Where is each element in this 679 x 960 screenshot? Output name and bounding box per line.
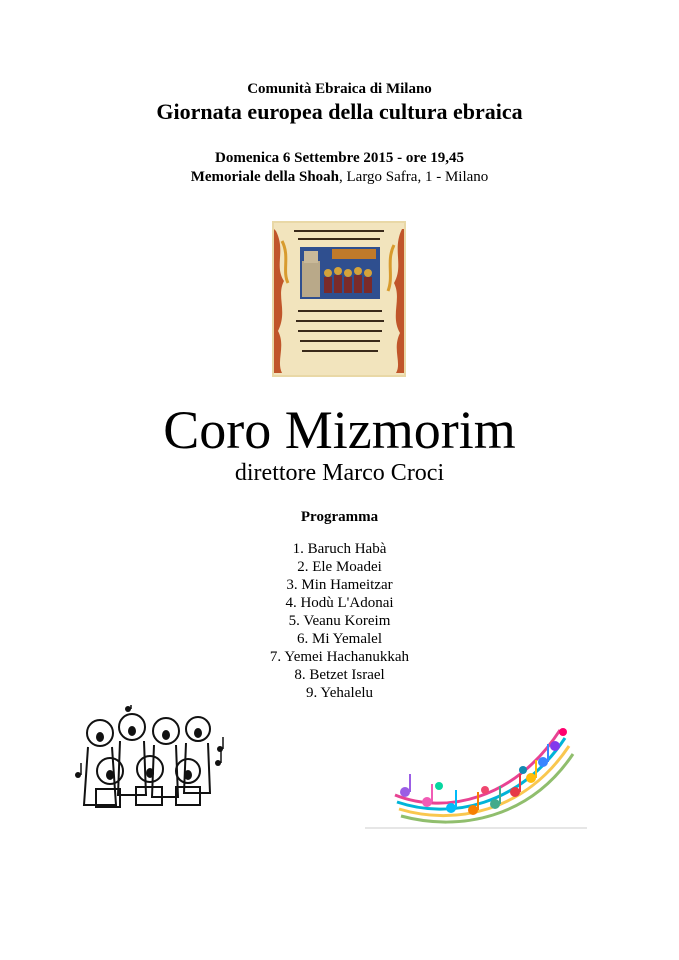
event-title: Giornata europea della cultura ebraica: [156, 99, 523, 124]
program-item: 2. Ele Moadei: [297, 559, 382, 575]
venue-name: Memoriale della Shoah: [190, 169, 340, 185]
organization-name: Comunità Ebraica di Milano: [247, 81, 432, 97]
program-list: [0, 540, 679, 702]
program-item: 6. Mi Yemalel: [296, 631, 382, 647]
choir-name: Coro Mizmorim: [163, 400, 516, 460]
program-item: 9. Yehalelu: [305, 685, 374, 701]
program-item: 3. Min Hameitzar: [286, 577, 393, 593]
program-heading: Programma: [300, 509, 379, 525]
program-item: 8. Betzet Israel: [294, 667, 385, 683]
colorful-music-notes-icon: [365, 720, 587, 830]
event-date-time: Domenica 6 Settembre 2015 - ore 19,45: [215, 150, 464, 166]
program-item: 7. Yemei Hachanukkah: [269, 649, 410, 665]
choir-singers-icon: [70, 705, 230, 825]
program-item: 5. Veanu Koreim: [288, 613, 391, 629]
director-name: direttore Marco Croci: [234, 460, 445, 486]
venue-address: , Largo Safra, 1 - Milano: [339, 169, 489, 185]
illuminated-manuscript-icon: [272, 221, 406, 377]
program-item: 4. Hodù L'Adonai: [285, 595, 394, 611]
event-venue: [0, 169, 679, 186]
program-item: 1. Baruch Habà: [292, 541, 387, 557]
